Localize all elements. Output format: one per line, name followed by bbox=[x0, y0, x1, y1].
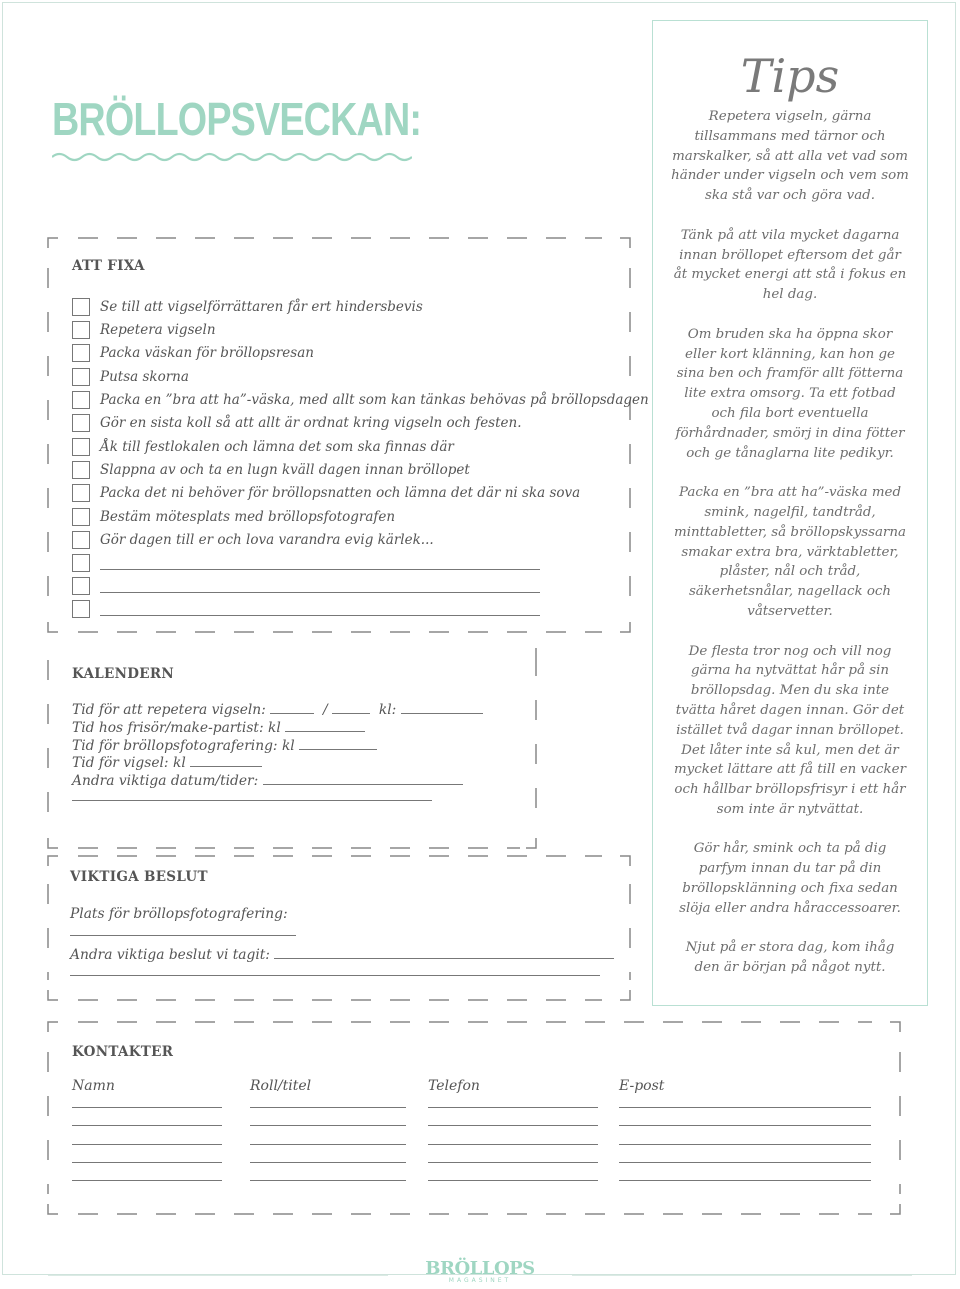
rehearsal-date-input[interactable] bbox=[270, 701, 314, 714]
tips-heading: Tips bbox=[740, 49, 840, 103]
checklist-blank-item bbox=[72, 552, 540, 573]
contact-role-input[interactable] bbox=[250, 1107, 406, 1108]
contact-role-input[interactable] bbox=[250, 1180, 406, 1181]
checkbox[interactable] bbox=[72, 321, 90, 339]
blank-line-input[interactable] bbox=[100, 601, 540, 616]
checkbox[interactable] bbox=[72, 438, 90, 456]
checklist-blank-item bbox=[72, 598, 540, 619]
photo-time-field bbox=[72, 737, 377, 755]
checklist-item bbox=[72, 459, 470, 480]
contact-email-input[interactable] bbox=[619, 1107, 871, 1108]
hair-time-field bbox=[72, 719, 365, 737]
ceremony-time-input[interactable] bbox=[190, 754, 262, 767]
tips-body bbox=[671, 107, 909, 998]
blank-line-input[interactable] bbox=[100, 555, 540, 570]
contact-name-input[interactable] bbox=[72, 1180, 222, 1181]
tip-paragraph: Tänk på att vila mycket dagarna innan bröllopet eftersom det går åt mycket energi att stå i fokus en hel dag. bbox=[673, 227, 907, 303]
contact-role-input[interactable] bbox=[250, 1125, 406, 1126]
checklist-item-label: Packa väskan för bröllopsresan bbox=[100, 344, 314, 361]
viktiga-beslut-heading: VIKTIGA BESLUT bbox=[70, 869, 208, 885]
logo-sub-text: MAGASINET bbox=[448, 1277, 512, 1284]
kontakter-heading: KONTAKTER bbox=[72, 1044, 174, 1060]
checklist-item bbox=[72, 412, 522, 433]
decisions-line-2[interactable] bbox=[70, 975, 600, 976]
logo-main-text: BRÖLLOPS bbox=[425, 1258, 535, 1279]
contact-phone-input[interactable] bbox=[428, 1144, 598, 1145]
tips-panel bbox=[652, 20, 928, 1006]
contact-name-input[interactable] bbox=[72, 1144, 222, 1145]
column-header-email: E-post bbox=[619, 1078, 665, 1094]
checkbox[interactable] bbox=[72, 554, 90, 572]
contact-role-input[interactable] bbox=[250, 1162, 406, 1163]
checkbox[interactable] bbox=[72, 531, 90, 549]
brollops-magasinet-logo bbox=[388, 1258, 572, 1284]
att-fixa-heading: ATT FIXA bbox=[72, 258, 145, 274]
decisions-label: Andra viktiga beslut vi tagit: bbox=[70, 947, 270, 963]
hair-time-input[interactable] bbox=[285, 719, 365, 732]
decisions-input[interactable] bbox=[274, 946, 614, 959]
checklist-item-label: Åk till festlokalen och lämna det som ska finnas där bbox=[100, 438, 454, 455]
contact-phone-input[interactable] bbox=[428, 1162, 598, 1163]
checkbox[interactable] bbox=[72, 461, 90, 479]
other-dates-input[interactable] bbox=[263, 772, 463, 785]
checkbox[interactable] bbox=[72, 344, 90, 362]
checklist-item bbox=[72, 389, 649, 410]
checkbox[interactable] bbox=[72, 414, 90, 432]
hair-label: Tid hos frisör/make-partist: kl bbox=[72, 720, 281, 736]
photo-time-input[interactable] bbox=[299, 737, 377, 750]
contact-phone-input[interactable] bbox=[428, 1125, 598, 1126]
ceremony-time-field bbox=[72, 754, 262, 772]
tip-paragraph: Gör hår, smink och ta på dig parfym innan du tar på din bröllopsklänning och fixa sedan slöja eller andra håraccessoarer. bbox=[679, 841, 901, 916]
ceremony-label: Tid för vigsel: kl bbox=[72, 755, 186, 771]
checklist-item-label: Gör en sista koll så att allt är ordnat kring vigseln och festen. bbox=[100, 414, 522, 431]
contact-role-input[interactable] bbox=[250, 1144, 406, 1145]
checklist-item bbox=[72, 319, 216, 340]
checklist-item bbox=[72, 506, 395, 527]
checklist-item-label: Packa en ”bra att ha”-väska, med allt som kan tänkas behövas på bröllopsdagen bbox=[100, 391, 649, 408]
checklist-item bbox=[72, 482, 580, 503]
tip-paragraph: Om bruden ska ha öppna skor eller kort klänning, kan hon ge sina ben och framför allt fötterna lite extra omsorg. Ta ett fotbad och fila bort eventuella förhårdnader, smörj in dina fötter och ge tånaglarna lite pedikyr. bbox=[675, 326, 905, 461]
contact-email-input[interactable] bbox=[619, 1144, 871, 1145]
checklist-item-label: Slappna av och ta en lugn kväll dagen innan bröllopet bbox=[100, 461, 470, 478]
checklist-item bbox=[72, 366, 189, 387]
column-header-role: Roll/titel bbox=[250, 1078, 312, 1094]
contact-email-input[interactable] bbox=[619, 1162, 871, 1163]
rehearsal-label: Tid för att repetera vigseln: bbox=[72, 702, 266, 718]
rehearsal-clock-input[interactable] bbox=[401, 701, 483, 714]
kalendern-heading: KALENDERN bbox=[72, 666, 175, 682]
tip-paragraph: Njut på er stora dag, kom ihåg den är början på något nytt. bbox=[685, 940, 895, 976]
other-dates-line-2[interactable] bbox=[72, 800, 432, 801]
blank-line-input[interactable] bbox=[100, 578, 540, 593]
photo-place-input[interactable] bbox=[70, 935, 296, 936]
checklist-item-label: Putsa skorna bbox=[100, 368, 189, 385]
checkbox[interactable] bbox=[72, 600, 90, 618]
contact-name-input[interactable] bbox=[72, 1125, 222, 1126]
contact-email-input[interactable] bbox=[619, 1125, 871, 1126]
checkbox[interactable] bbox=[72, 577, 90, 595]
decisions-field bbox=[70, 946, 614, 964]
checklist-item-label: Gör dagen till er och lova varandra evig kärlek... bbox=[100, 531, 434, 548]
contact-phone-input[interactable] bbox=[428, 1180, 598, 1181]
rehearsal-slash: / bbox=[323, 702, 328, 718]
checklist-blank-item bbox=[72, 575, 540, 596]
rehearsal-month-input[interactable] bbox=[332, 701, 370, 714]
checklist-item-label: Se till att vigselförrättaren får ert hindersbevis bbox=[100, 298, 423, 315]
other-dates-label: Andra viktiga datum/tider: bbox=[72, 773, 259, 789]
checklist-item-label: Bestäm mötesplats med bröllopsfotografen bbox=[100, 508, 396, 525]
tip-paragraph: Packa en ”bra att ha”-väska med smink, nagelfil, tandtråd, minttabletter, så bröllopskyssarna smakar extra bra, värktabletter, plåster, nål och tråd, säkerhetsnålar, nagellack och våtservetter. bbox=[674, 485, 906, 619]
checkbox[interactable] bbox=[72, 508, 90, 526]
checklist-item bbox=[72, 296, 423, 317]
contact-name-input[interactable] bbox=[72, 1162, 222, 1163]
checklist-item bbox=[72, 529, 434, 550]
other-dates-field bbox=[72, 772, 463, 790]
contact-email-input[interactable] bbox=[619, 1180, 871, 1181]
checkbox[interactable] bbox=[72, 484, 90, 502]
tip-paragraph: De flesta tror nog och vill nog gärna ha nytvättat hår på sin bröllopsdag. Men du ska inte tvätta håret dagen innan. Gör det istället två dagar innan bröllopet. Det låter inte så kul, men det är mycket lättare att få till en vacker och hållbar bröllopsfrisyr i ett hår som inte är nytvättat. bbox=[673, 643, 906, 817]
photo-time-label: Tid för bröllopsfotografering: kl bbox=[72, 738, 295, 754]
column-header-name: Namn bbox=[72, 1078, 115, 1094]
page-title: BRÖLLOPSVECKAN: bbox=[52, 93, 422, 145]
checklist-item-label: Packa det ni behöver för bröllopsnatten och lämna det där ni ska sova bbox=[100, 484, 581, 501]
tip-paragraph: Repetera vigseln, gärna tillsammans med tärnor och marskalker, så att alla vet vad som händer under vigseln och vem som ska stå var och göra vad. bbox=[671, 109, 909, 204]
checklist-item bbox=[72, 342, 314, 363]
checklist-item-label: Repetera vigseln bbox=[100, 321, 216, 338]
column-header-phone: Telefon bbox=[428, 1078, 480, 1094]
checklist-item bbox=[72, 436, 454, 457]
kontakter-frame bbox=[48, 1022, 900, 1214]
rehearsal-kl-label: kl: bbox=[378, 702, 397, 718]
contact-phone-input[interactable] bbox=[428, 1107, 598, 1108]
checkbox[interactable] bbox=[72, 368, 90, 386]
checkbox[interactable] bbox=[72, 298, 90, 316]
rehearsal-time-field bbox=[72, 701, 483, 719]
contact-name-input[interactable] bbox=[72, 1107, 222, 1108]
photo-place-label: Plats för bröllopsfotografering: bbox=[70, 906, 288, 922]
checkbox[interactable] bbox=[72, 391, 90, 409]
